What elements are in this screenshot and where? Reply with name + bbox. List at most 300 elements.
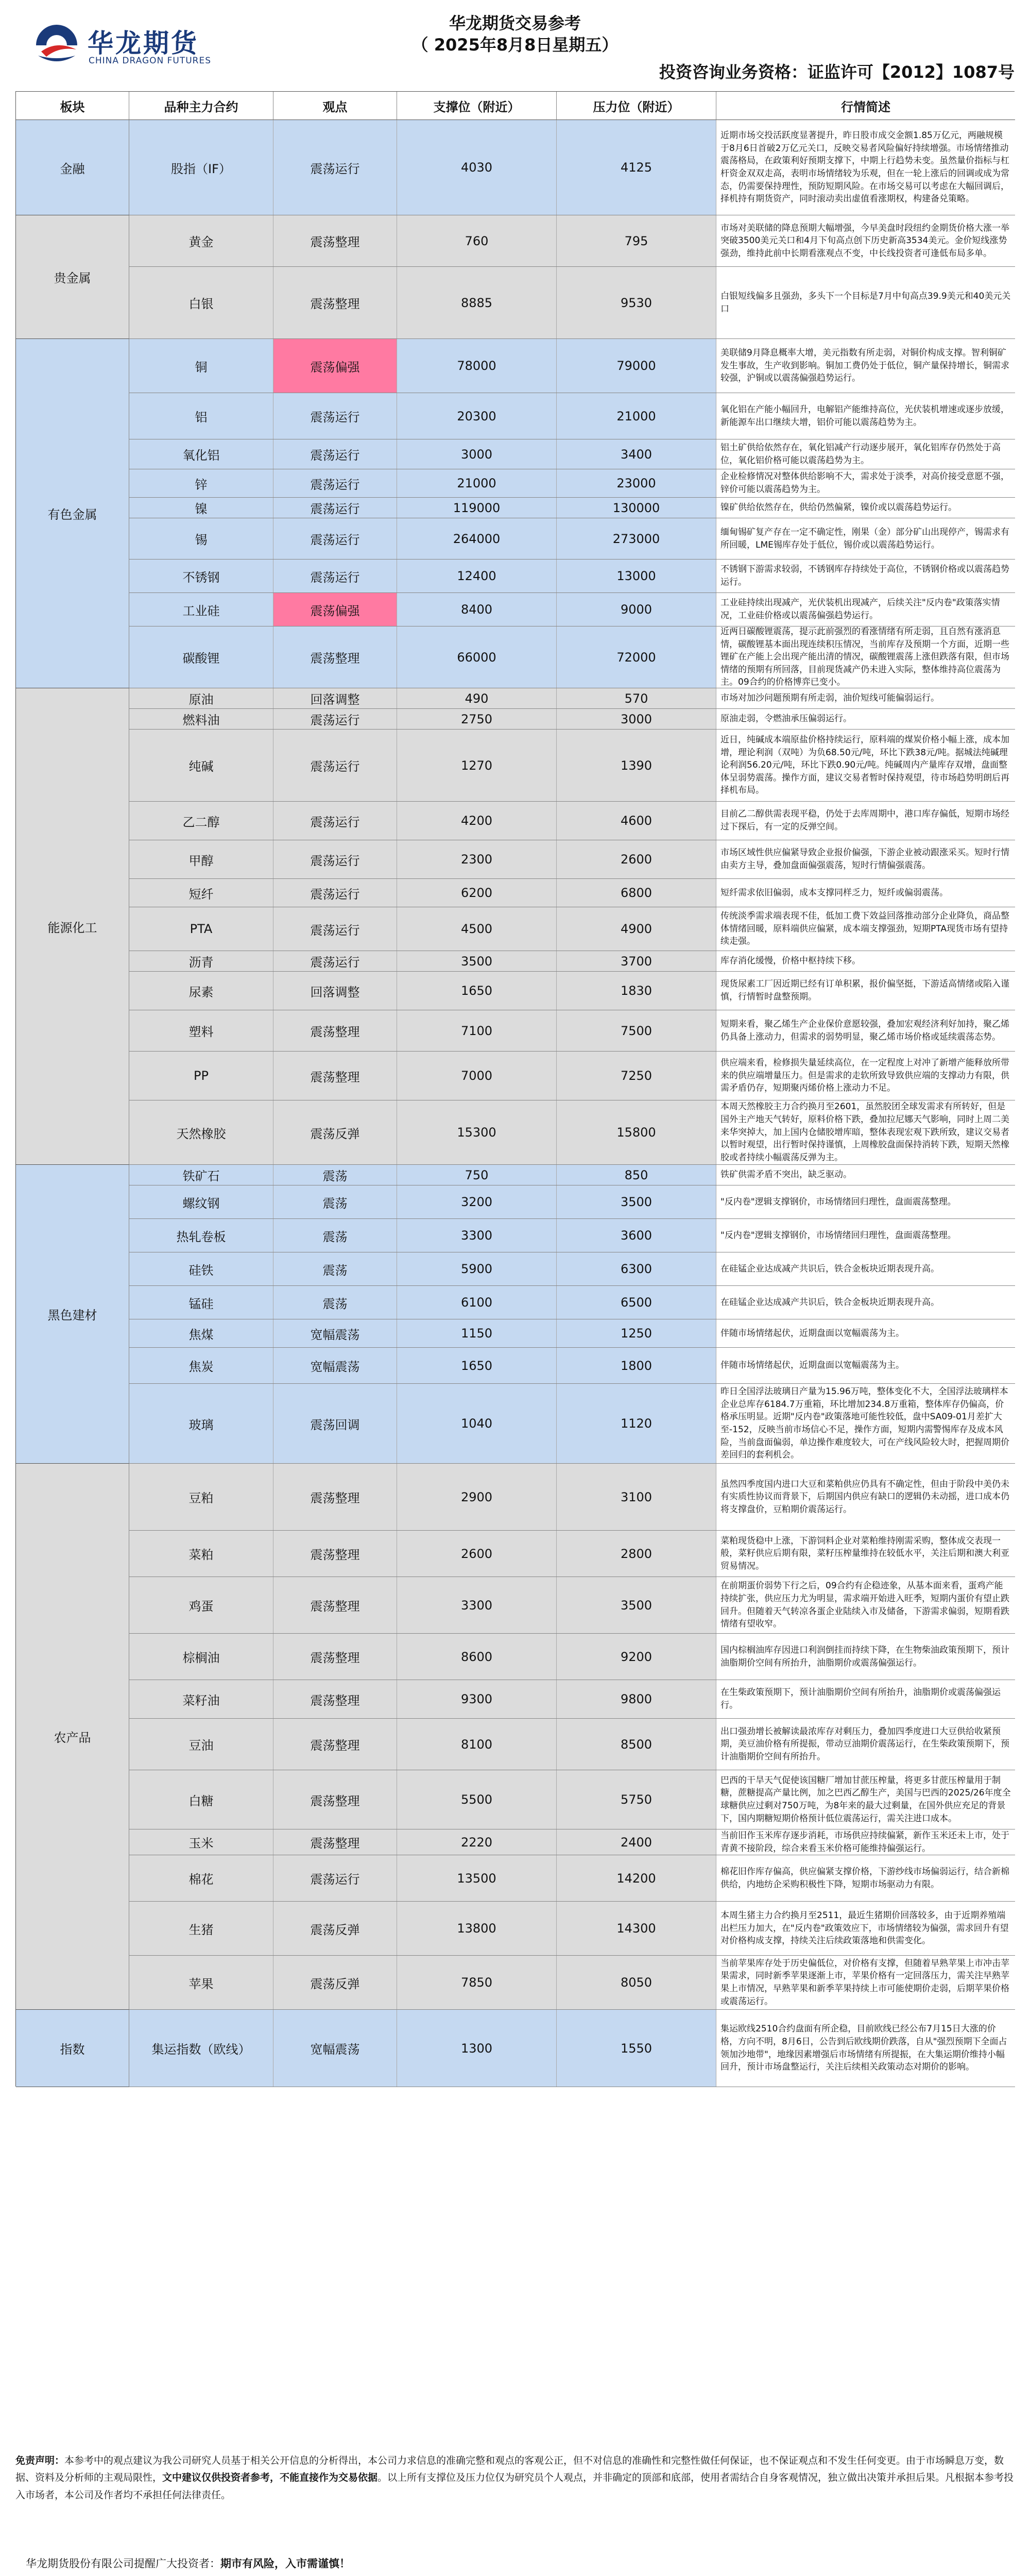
view-cell: 震荡运行 [273,1855,397,1901]
market-comment [716,1719,1015,1770]
resistance-level: 3500 [557,1185,716,1218]
support-level: 78000 [397,339,557,393]
resistance-level: 5750 [557,1770,716,1829]
support-level: 6200 [397,879,557,907]
market-comment [716,1100,1015,1164]
market-comment [716,1052,1015,1100]
table-row [129,1384,1015,1464]
table-row [129,1319,1015,1348]
support-level: 3500 [397,951,557,971]
market-comment-text: 伴随市场情绪起伏，近期盘面以宽幅震荡为主。 [720,1360,904,1371]
market-comment [716,1219,1015,1252]
resistance-level: 14200 [557,1855,716,1901]
resistance-level: 8500 [557,1719,716,1770]
support-level: 66000 [397,626,557,688]
view-cell: 震荡整理 [273,1719,397,1770]
market-comment-text: 供应端来看，检修损失量延续高位，在一定程度上对冲了新增产能释放所带来的供应端增量压力。但是需求的走软所致导致供应端的支撑动力有限，供需矛盾仍存，短期聚丙烯价格上涨动力不足。 [720,1058,1009,1094]
table-row [129,709,1015,730]
market-comment [716,1634,1015,1680]
table-row [129,498,1015,518]
market-comment [716,1464,1015,1530]
market-comment-text: 铝土矿供给依然存在，氧化铝减产行动逐步展开，氧化铝库存仍然处于高位，氧化铝价格可能以震荡趋势为主。 [720,442,1001,466]
view-cell: 震荡运行 [273,907,397,951]
contract-name: 铜 [129,339,273,393]
resistance-level: 6300 [557,1252,716,1285]
reminder-bold: 期市有风险，入市需谨慎！ [220,2557,350,2570]
market-comment [716,1829,1015,1855]
page-title: 华龙期货交易参考 [449,13,581,33]
market-comment [716,1319,1015,1347]
market-comment [716,1770,1015,1829]
market-comment-text: 近两日碳酸锂震荡，提示此前强烈的看涨情绪有所走弱，且自然有涨消息情，碳酸锂基本面出现连续积压情况，当前库存及预期一个方面，近期一些锂矿在产能上会出现产能出清的情况，碳酸锂震荡上涨但跌落有限，但市场情绪的预期有所回落，目前现货减产仍未进入实际，整体维持高位震荡为主。09合约的价格博弈已变小。 [720,626,1009,688]
resistance-level: 7500 [557,1010,716,1051]
table-row [129,1100,1015,1165]
view-cell: 震荡运行 [273,709,397,729]
support-level: 6100 [397,1286,557,1319]
resistance-level: 3400 [557,439,716,469]
logo-english-name: CHINA DRAGON FUTURES [89,56,212,66]
view-cell: 震荡 [273,1219,397,1252]
table-row [129,2010,1015,2087]
market-comment-text: 库存消化缓慢，价格中枢持续下移。 [720,956,861,967]
market-comment-text: 在硅锰企业达成减产共识后，铁合金板块近期表现升高。 [720,1263,939,1274]
sector-name: 金融 [16,120,129,215]
support-level: 7850 [397,1956,557,2009]
market-comment [716,498,1015,518]
support-level: 5900 [397,1252,557,1285]
contract-name: 焦炭 [129,1348,273,1383]
market-comment [716,439,1015,469]
table-row [129,1719,1015,1770]
page-date: （ 2025年8月8日星期五） [411,35,619,55]
view-cell: 震荡回调 [273,1384,397,1463]
view-cell: 震荡整理 [273,1464,397,1530]
contract-name: 铝 [129,393,273,439]
resistance-level: 1550 [557,2010,716,2087]
market-comment-text: 镍矿供给依然存在，供给仍然偏紧，镍价或以震荡趋势运行。 [720,502,957,513]
view-cell: 震荡运行 [273,879,397,907]
table-row [129,840,1015,879]
table-row [129,951,1015,972]
market-comment-text: 现货尿素工厂因近期已经有订单积累，报价偏坚挺，下游适高情绪或陷入谨慎，行情暂时盘整预期。 [720,979,1009,1002]
market-comment-text: 国内棕榈油库存因进口利润倒挂而持续下降，在生物柴油政策预期下，预计油脂期价空间有所抬升，油脂期价或震荡偏强运行。 [720,1645,1009,1668]
resistance-level: 9000 [557,593,716,626]
market-comment-text: 市场区域性供应偏紧导致企业报价偏强，下游企业被动跟涨采买。短时行情由卖方主导，叠加盘面偏强震荡，短时行情偏强震荡。 [720,848,1009,871]
table-row [129,907,1015,951]
market-comment [716,1680,1015,1718]
market-comment [716,907,1015,951]
view-cell: 震荡运行 [273,802,397,840]
support-level: 4200 [397,802,557,840]
table-row [129,1577,1015,1634]
resistance-level: 6500 [557,1286,716,1319]
market-comment [716,593,1015,626]
market-comment [716,120,1015,215]
resistance-level: 795 [557,215,716,266]
contract-name: 白糖 [129,1770,273,1829]
market-comment-text: 本周天然橡胶主力合约换月至2601，虽然胶团全球发需求有所转好，但是国外主产地天气转好，原料价格下跌，叠加拉尼娜天气影响，同时上周二美来华突掉大，加上国内仓储胶增库暗，整体表现宏观下跌所致，建议交易者以暂时观望，出行暂时保持谨慎，上周橡胶盘面保持消转下跌，短期天然橡胶或者持续小幅震荡反弹为主。 [720,1101,1009,1163]
market-comment-text: 美联储9月降息概率大增，美元指数有所走弱，对铜价构成支撑。智利铜矿发生事故，生产收到影响。铜加工费仍处于低位，铜产量保持增长，铜需求较强，沪铜或以震荡偏强趋势运行。 [720,348,1009,384]
disclaimer-text-1: 本参考中的观点建议为我公司研究人员基于相关公开信息的分析得出，本公司力求信息的准确完整和观点的客观公正，但不对信息的准确性和完整性做任何保证，也不保证观点和不发生任何变更。由于市场瞬息万变，数据、资料及分析师的主观局限性， [15,2455,1004,2484]
view-cell: 震荡整理 [273,1829,397,1855]
market-comment [716,1348,1015,1383]
resistance-level: 9800 [557,1680,716,1718]
view-cell: 震荡运行 [273,840,397,878]
resistance-level: 3600 [557,1219,716,1252]
resistance-level: 7250 [557,1052,716,1100]
view-cell: 震荡运行 [273,951,397,971]
sector-name: 黑色建材 [16,1165,129,1464]
market-comment-text: 工业硅持续出现减产，光伏装机出现减产，后续关注"反内卷"政策落实情况，工业硅价格或以震荡偏强趋势运行。 [720,598,1000,621]
market-comment [716,951,1015,971]
resistance-level: 3000 [557,709,716,729]
resistance-level: 21000 [557,393,716,439]
market-comment-text: "反内卷"逻辑支撑钢价，市场情绪回归理性，盘面震荡整理。 [720,1230,956,1241]
view-cell: 回落调整 [273,972,397,1010]
market-comment [716,2010,1015,2087]
support-level: 13500 [397,1855,557,1901]
sector-name: 指数 [16,2010,129,2087]
disclaimer-bold: 文中建议仅供投资者参考，不能直接作为交易依据 [162,2472,378,2484]
table-row [129,1770,1015,1829]
resistance-level: 3700 [557,951,716,971]
view-cell: 震荡运行 [273,469,397,497]
market-comment-text: 在前期蛋价弱势下行之后，09合约有企稳迹象，从基本面来看，蛋鸡产能持续扩张，供应压力尤为明显，需求端开始进入旺季，短期内蛋价有望止跌回升。但随着天气转凉各蛋企业陆续入市及储备，下游需求偏弱，短期看跌情绪有望收窄。 [720,1581,1009,1630]
contract-name: 棉花 [129,1855,273,1901]
market-comment [716,972,1015,1010]
table-row [129,469,1015,498]
contract-name: 氧化铝 [129,439,273,469]
reminder-text: 华龙期货股份有限公司提醒广大投资者： [26,2557,220,2570]
support-level: 2900 [397,1464,557,1530]
support-level: 1150 [397,1319,557,1347]
resistance-level: 130000 [557,498,716,518]
contract-name: 尿素 [129,972,273,1010]
contract-name: 菜籽油 [129,1680,273,1718]
contract-name: 玻璃 [129,1384,273,1463]
market-comment [716,1384,1015,1463]
resistance-level: 1800 [557,1348,716,1383]
market-comment [716,1956,1015,2009]
header-cell: 压力位（附近） [557,92,716,120]
support-level: 760 [397,215,557,266]
disclaimer-text-2: 。以上所有支撑位及压力位仅为研究员个人观点，并非确定的顶部和底部，使用者需结合自身客观情况，独立做出决策并承担后果。凡根据本参考投入市场者，本公司及作者均不承担任何法律责任。 [15,2472,1014,2501]
view-cell: 震荡整理 [273,1577,397,1633]
table-row [129,1902,1015,1956]
table-row [129,1219,1015,1252]
table-row [129,1286,1015,1319]
resistance-level: 1250 [557,1319,716,1347]
license-number: 投资咨询业务资格：证监许可【2012】1087号 [659,62,1015,82]
market-comment [716,879,1015,907]
contract-name: 镍 [129,498,273,518]
support-level: 750 [397,1165,557,1185]
support-level: 490 [397,688,557,708]
resistance-level: 2400 [557,1829,716,1855]
view-cell: 震荡整理 [273,215,397,266]
risk-reminder [26,2555,350,2571]
market-comment-text: 本周生猪主力合约换月至2511，最近生猪期价回落较多，由于近期养殖端出栏压力加大，在"反内卷"政策效应下，市场情绪较为偏强，需求回升有望对价格构成支撑，持续关注后续政策落地和供需变化。 [720,1910,1009,1946]
resistance-level: 79000 [557,339,716,393]
market-comment-text: 短纤需求依旧偏弱，成本支撑同样乏力，短纤或偏弱震荡。 [720,887,948,898]
contract-name: PTA [129,907,273,951]
resistance-level: 1120 [557,1384,716,1463]
contract-name: 热轧卷板 [129,1219,273,1252]
table-row [129,393,1015,439]
table-row [129,120,1015,215]
support-level: 8600 [397,1634,557,1680]
table-row [129,1829,1015,1855]
contract-name: 不锈钢 [129,560,273,592]
market-comment-text: 昨日全国浮法玻璃日产量为15.96万吨，整体变化不大，全国浮法玻璃样本企业总库存6184.7万重箱，环比增加234.8万重箱，整体库存仍偏高，价格承压明显。近期"反内卷"政策落地可能性较低，盘中SA09-01月差扩大至-152，反映当前市场信心不足，操作方面，短期内需警惕库存及成本风险，当前盘面偏弱，单边操作难度较大，可在产线风险较大时，把握周期价差回归的套利机会。 [720,1386,1009,1461]
table-row [129,439,1015,469]
market-comment [716,1252,1015,1285]
table-row [129,267,1015,339]
resistance-level: 2800 [557,1531,716,1577]
contract-name: 股指（IF） [129,120,273,215]
market-comment-text: 不锈钢下游需求较弱，不锈钢库存持续处于高位，不锈钢价格或以震荡趋势运行。 [720,564,1009,587]
resistance-level: 1830 [557,972,716,1010]
view-cell: 震荡运行 [273,439,397,469]
market-comment [716,1165,1015,1185]
market-comment-text: 巴西的干旱天气促使该国糖厂增加甘蔗压榨量，将更多甘蔗压榨量用于制糖，蔗糖提高产量比例，加之巴西乙醇生产，美国与巴西的2025/26年度全球糖供应过剩对750万吨，为8年来的最大过剩量，在国外供应充足的背景下，国内期糖短期价格预计低位震荡运行，需关注进口成本。 [720,1775,1011,1824]
market-comment-text: "反内卷"逻辑支撑钢价，市场情绪回归理性，盘面震荡整理。 [720,1196,956,1207]
view-cell: 宽幅震荡 [273,2010,397,2087]
support-level: 8400 [397,593,557,626]
resistance-level: 3100 [557,1464,716,1530]
resistance-level: 4600 [557,802,716,840]
market-comment-text: 在硅锰企业达成减产共识后，铁合金板块近期表现升高。 [720,1297,939,1308]
view-cell: 震荡整理 [273,1634,397,1680]
view-cell: 震荡反弹 [273,1902,397,1955]
market-comment [716,560,1015,592]
sector-name: 贵金属 [16,215,129,339]
view-cell: 震荡整理 [273,1680,397,1718]
support-level: 4030 [397,120,557,215]
contract-name: 焦煤 [129,1319,273,1347]
view-cell: 震荡 [273,1286,397,1319]
header-cell: 行情简述 [716,92,1015,120]
support-level: 7000 [397,1052,557,1100]
table-row [129,1165,1015,1185]
header-cell: 观点 [273,92,397,120]
contract-name: 生猪 [129,1902,273,1955]
contract-name: 燃料油 [129,709,273,729]
contract-name: 白银 [129,267,273,338]
contract-name: 硅铁 [129,1252,273,1285]
contract-name: 甲醇 [129,840,273,878]
table-row [129,1634,1015,1680]
market-comment-text: 传统淡季需求端表现不佳，低加工费下效益回落推动部分企业降负，商品整体情绪回暖，原料端供应偏紧，成本端支撑强劲，短期PTA现货市场有望持续走强。 [720,911,1009,947]
support-level: 264000 [397,518,557,559]
contract-name: 鸡蛋 [129,1577,273,1633]
market-comment-text: 铁矿供需矛盾不突出，缺乏驱动。 [720,1170,852,1180]
view-cell: 震荡整理 [273,1010,397,1051]
support-level: 21000 [397,469,557,497]
contract-name: 豆粕 [129,1464,273,1530]
market-comment [716,626,1015,688]
sector-name: 能源化工 [16,688,129,1165]
table-row [129,972,1015,1010]
market-comment-text: 近日，纯碱成本端原盐价格持续运行，原料端的煤炭价格小幅上涨，成本加增，理论利润（双吨）为负68.50元/吨，环比下跌38元/吨。据城法纯碱理论利润56.20元/吨，环比下跌0.90元/吨。纯碱周内产量库存双增，盘面整体呈弱势震荡。操作方面，建议交易者暂时保持观望，待市场趋势明朗后再择机布局。 [720,734,1009,796]
market-comment [716,215,1015,266]
market-comment [716,469,1015,497]
market-comment-text: 白银短线偏多且强劲，多头下一个目标是7月中旬高点39.9美元和40美元关口 [720,291,1011,314]
resistance-level: 9200 [557,1634,716,1680]
view-cell: 宽幅震荡 [273,1319,397,1347]
contract-name: 黄金 [129,215,273,266]
view-cell: 震荡偏强 [273,593,397,626]
view-cell: 震荡 [273,1185,397,1218]
resistance-level: 8050 [557,1956,716,2009]
table-row [129,518,1015,560]
view-cell: 震荡整理 [273,1531,397,1577]
reference-table [15,91,1015,2087]
support-level: 5500 [397,1770,557,1829]
contract-name: PP [129,1052,273,1100]
logo-chinese-name: 华龙期货 [88,28,199,58]
market-comment [716,1577,1015,1633]
resistance-level: 273000 [557,518,716,559]
header-cell: 支撑位（附近） [397,92,557,120]
view-cell: 震荡运行 [273,560,397,592]
market-comment-text: 目前乙二醇供需表现平稳，仍处于去库周期中，港口库存偏低，短期市场经过下探后，有一定的反弹空间。 [720,809,1009,832]
resistance-level: 6800 [557,879,716,907]
contract-name: 天然橡胶 [129,1100,273,1164]
contract-name: 苹果 [129,1956,273,2009]
support-level: 3300 [397,1577,557,1633]
view-cell: 震荡偏强 [273,339,397,393]
table-row [129,1855,1015,1902]
market-comment [716,709,1015,729]
view-cell: 震荡整理 [273,626,397,688]
support-level: 8100 [397,1719,557,1770]
support-level: 4500 [397,907,557,951]
view-cell: 震荡运行 [273,730,397,801]
table-row [129,730,1015,802]
market-comment [716,730,1015,801]
contract-name: 塑料 [129,1010,273,1051]
table-row [129,1680,1015,1719]
market-comment-text: 当前苹果库存处于历史偏低位，对价格有支撑，但随着早熟苹果上市冲击苹果需求，同时新季苹果逐渐上市，苹果价格有一定回落压力，需关注早熟苹果上市情况，早熟苹果和新季苹果持续上市可能使期价走弱，后期苹果价格或震荡运行。 [720,1958,1009,2007]
disclaimer-label: 免责声明： [15,2455,65,2466]
market-comment-text: 集运欧线2510合约盘面有所企稳，目前欧线已经公布7月15日大涨的价格，方向不明，8月6日，公告到后欧线期价跌落，自从"强烈预期下全面占领加沙地带"，地缘因素增强后市场情绪有所提振，在大集运期价维持小幅回升，预计市场盘整运行，关注后续相关政策动态对期价的影响。 [720,2024,1007,2073]
market-comment [716,1185,1015,1218]
table-row [129,1464,1015,1531]
market-comment [716,688,1015,708]
market-comment [716,267,1015,338]
resistance-level: 4125 [557,120,716,215]
view-cell: 震荡整理 [273,1052,397,1100]
market-comment-text: 原油走弱，令燃油承压偏弱运行。 [720,714,852,724]
support-level: 2220 [397,1829,557,1855]
support-level: 2750 [397,709,557,729]
view-cell: 宽幅震荡 [273,1348,397,1383]
market-comment-text: 虽然四季度国内进口大豆和菜粕供应仍具有不确定性，但由于阶段中美仍未有实质性协议而背景下，后期国内供应有缺口的逻辑仍未动摇，进口成本仍将支撑盘价，豆粕期价震荡运行。 [720,1479,1009,1515]
support-level: 2300 [397,840,557,878]
sector-name: 有色金属 [16,339,129,688]
market-comment-text: 市场对美联储的降息预期大幅增强，今早美盘时段纽约金期货价格大涨一举突破3500美元关口和4月下旬高点创下历史新高3534美元。金价短线涨势强劲，维持此前中长期看涨观点不变，中长线投资者可逢低布局多单。 [720,223,1009,259]
resistance-level: 4900 [557,907,716,951]
support-level: 1040 [397,1384,557,1463]
view-cell: 震荡整理 [273,1770,397,1829]
resistance-level: 14300 [557,1902,716,1955]
market-comment [716,518,1015,559]
resistance-level: 72000 [557,626,716,688]
market-comment-text: 当前旧作玉米库存逐步消耗，市场供应持续偏紧，新作玉米还未上市，处于青黄不接阶段，综合来看玉米价格可能维持偏强运行。 [720,1830,1009,1854]
contract-name: 豆油 [129,1719,273,1770]
resistance-level: 850 [557,1165,716,1185]
contract-name: 锌 [129,469,273,497]
support-level: 2600 [397,1531,557,1577]
table-row [129,1252,1015,1286]
table-row [129,1185,1015,1219]
support-level: 3200 [397,1185,557,1218]
table-row [129,593,1015,626]
table-row [129,1052,1015,1100]
market-comment [716,802,1015,840]
view-cell: 震荡运行 [273,120,397,215]
contract-name: 纯碱 [129,730,273,801]
market-comment [716,1531,1015,1577]
view-cell: 震荡整理 [273,267,397,338]
resistance-level: 3500 [557,1577,716,1633]
table-row [129,1531,1015,1577]
market-comment [716,1010,1015,1051]
header-cell: 品种主力合约 [129,92,273,120]
market-comment [716,1286,1015,1319]
market-comment-text: 氧化铝在产能小幅回升，电解铝产能维持高位，光伏装机增速或逐步放缓，新能源车出口继续大增，铝价可能以震荡趋势为主。 [720,404,1009,428]
contract-name: 沥青 [129,951,273,971]
contract-name: 工业硅 [129,593,273,626]
table-row [129,802,1015,840]
view-cell: 震荡运行 [273,498,397,518]
disclaimer [15,2452,1015,2504]
table-row [129,1956,1015,2010]
support-level: 3300 [397,1219,557,1252]
table-row [129,688,1015,709]
support-level: 1300 [397,2010,557,2087]
view-cell: 震荡 [273,1252,397,1285]
market-comment [716,840,1015,878]
support-level: 1650 [397,1348,557,1383]
view-cell: 震荡反弹 [273,1100,397,1164]
contract-name: 铁矿石 [129,1165,273,1185]
market-comment-text: 短期来看，聚乙烯生产企业保价意愿较强，叠加宏观经济利好加持，聚乙烯仍具备上涨动力，但需求的弱势明显，聚乙烯市场价格或延续震荡态势。 [720,1019,1009,1042]
table-row [129,560,1015,593]
market-comment-text: 市场对加沙问题预期有所走弱，油价短线可能偏弱运行。 [720,693,939,704]
market-comment [716,339,1015,393]
support-level: 1270 [397,730,557,801]
resistance-level: 570 [557,688,716,708]
support-level: 12400 [397,560,557,592]
support-level: 7100 [397,1010,557,1051]
support-level: 20300 [397,393,557,439]
table-row [129,339,1015,393]
contract-name: 锡 [129,518,273,559]
support-level: 13800 [397,1902,557,1955]
support-level: 8885 [397,267,557,338]
contract-name: 锰硅 [129,1286,273,1319]
market-comment-text: 伴随市场情绪起伏，近期盘面以宽幅震荡为主。 [720,1328,904,1338]
market-comment-text: 近期市场交投活跃度显著提升，昨日股市成交金额1.85万亿元，两融规模于8月6日首破2万亿元关口，反映交易者风险偏好持续增强。市场情绪推动震荡格局，在政策利好预期支撑下，中期上行趋势未变。虽然量价指标与杠杆资金双双走高，表明市场情绪较为乐观，但在一轮上涨后的回调或成为常态，仍需要保持理性，预防短期风险。在市场交易可以考虑在大幅回调后，择机持有期货资产，同时滚动卖出虚值看涨期权，构建备兑策略。 [720,130,1009,205]
table-row [129,215,1015,267]
contract-name: 菜粕 [129,1531,273,1577]
market-comment-text: 棉花旧作库存偏高，供应偏紧支撑价格，下游纱线市场偏弱运行，结合新棉供给，内地纺企采购积极性下降，短期市场驱动力有限。 [720,1866,1009,1890]
contract-name: 原油 [129,688,273,708]
support-level: 15300 [397,1100,557,1164]
contract-name: 玉米 [129,1829,273,1855]
